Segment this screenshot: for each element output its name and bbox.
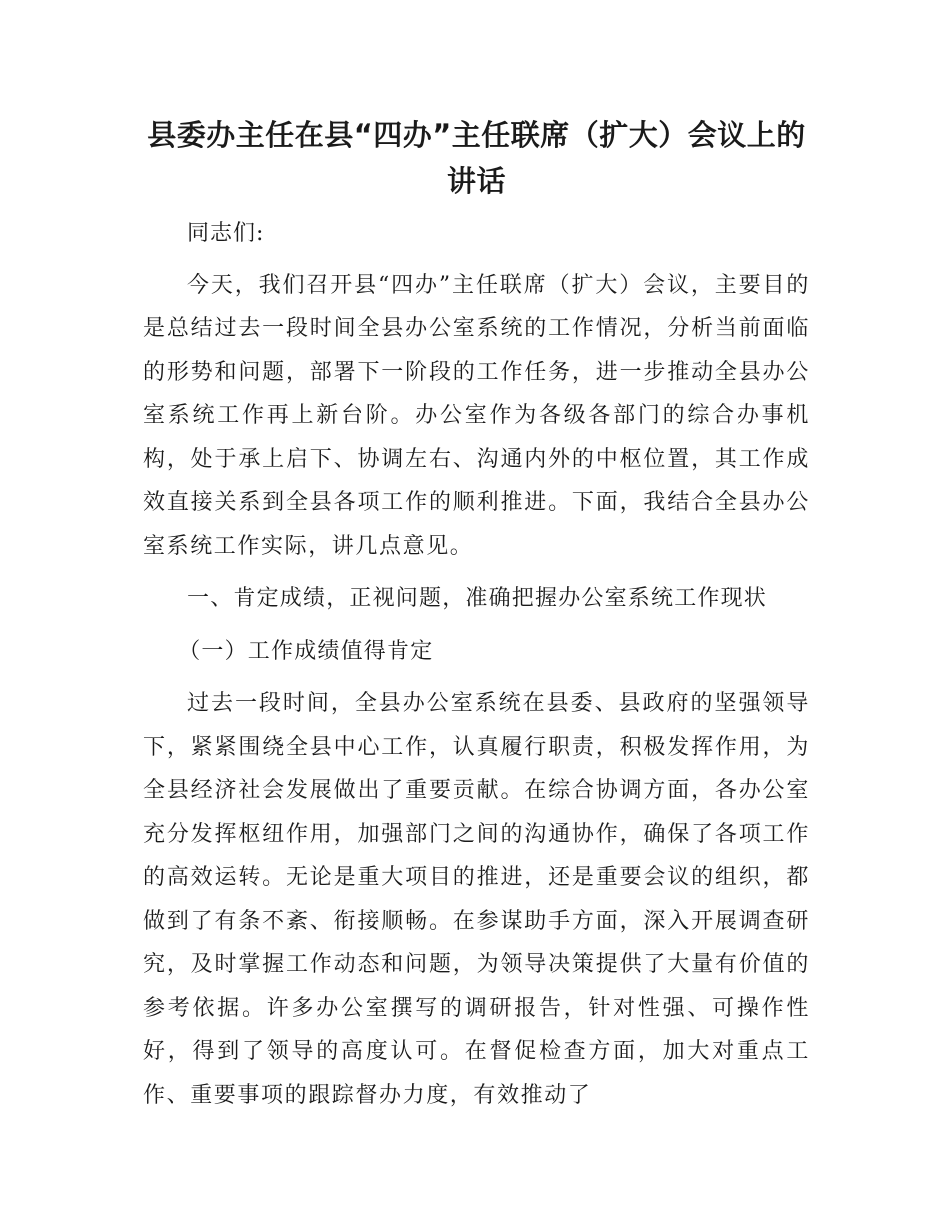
- document-title: 县委办主任在县“四办”主任联席（扩大）会议上的讲话: [147, 118, 806, 198]
- intro-paragraph: 今天，我们召开县“四办”主任联席（扩大）会议，主要目的是总结过去一段时间全县办公室系统的工作情况，分析当前面临的形势和问题，部署下一阶段的工作任务，进一步推动全县办公室系统工作再上新台阶。办公室作为各级各部门的综合办事机构，处于承上启下、协调左右、沟通内外的中枢位置，其工作成效直接关系到全县各项工作的顺利推进。下面，我结合全县办公室系统工作实际，讲几点意见。: [143, 272, 810, 559]
- section-heading-1: 一、肯定成绩，正视问题，准确把握办公室系统工作现状: [187, 586, 768, 611]
- salutation: 同志们:: [187, 221, 265, 246]
- body-paragraph: 过去一段时间，全县办公室系统在县委、县政府的坚强领导下，紧紧围绕全县中心工作，认真履行职责，积极发挥作用，为全县经济社会发展做出了重要贡献。在综合协调方面，各办公室充分发挥枢纽作用，加强部门之间的沟通协作，确保了各项工作的高效运转。无论是重大项目的推进，还是重要会议的组织，都做到了有条不紊、衔接顺畅。在参谋助手方面，深入开展调查研究，及时掌握工作动态和问题，为领导决策提供了大量有价值的参考依据。许多办公室撰写的调研报告，针对性强、可操作性好，得到了领导的高度认可。在督促检查方面，加大对重点工作、重要事项的跟踪督办力度，有效推动了: [143, 691, 810, 1108]
- subsection-heading-1: （一）工作成绩值得肯定: [178, 638, 434, 664]
- document-page: [143, 112, 810, 1117]
